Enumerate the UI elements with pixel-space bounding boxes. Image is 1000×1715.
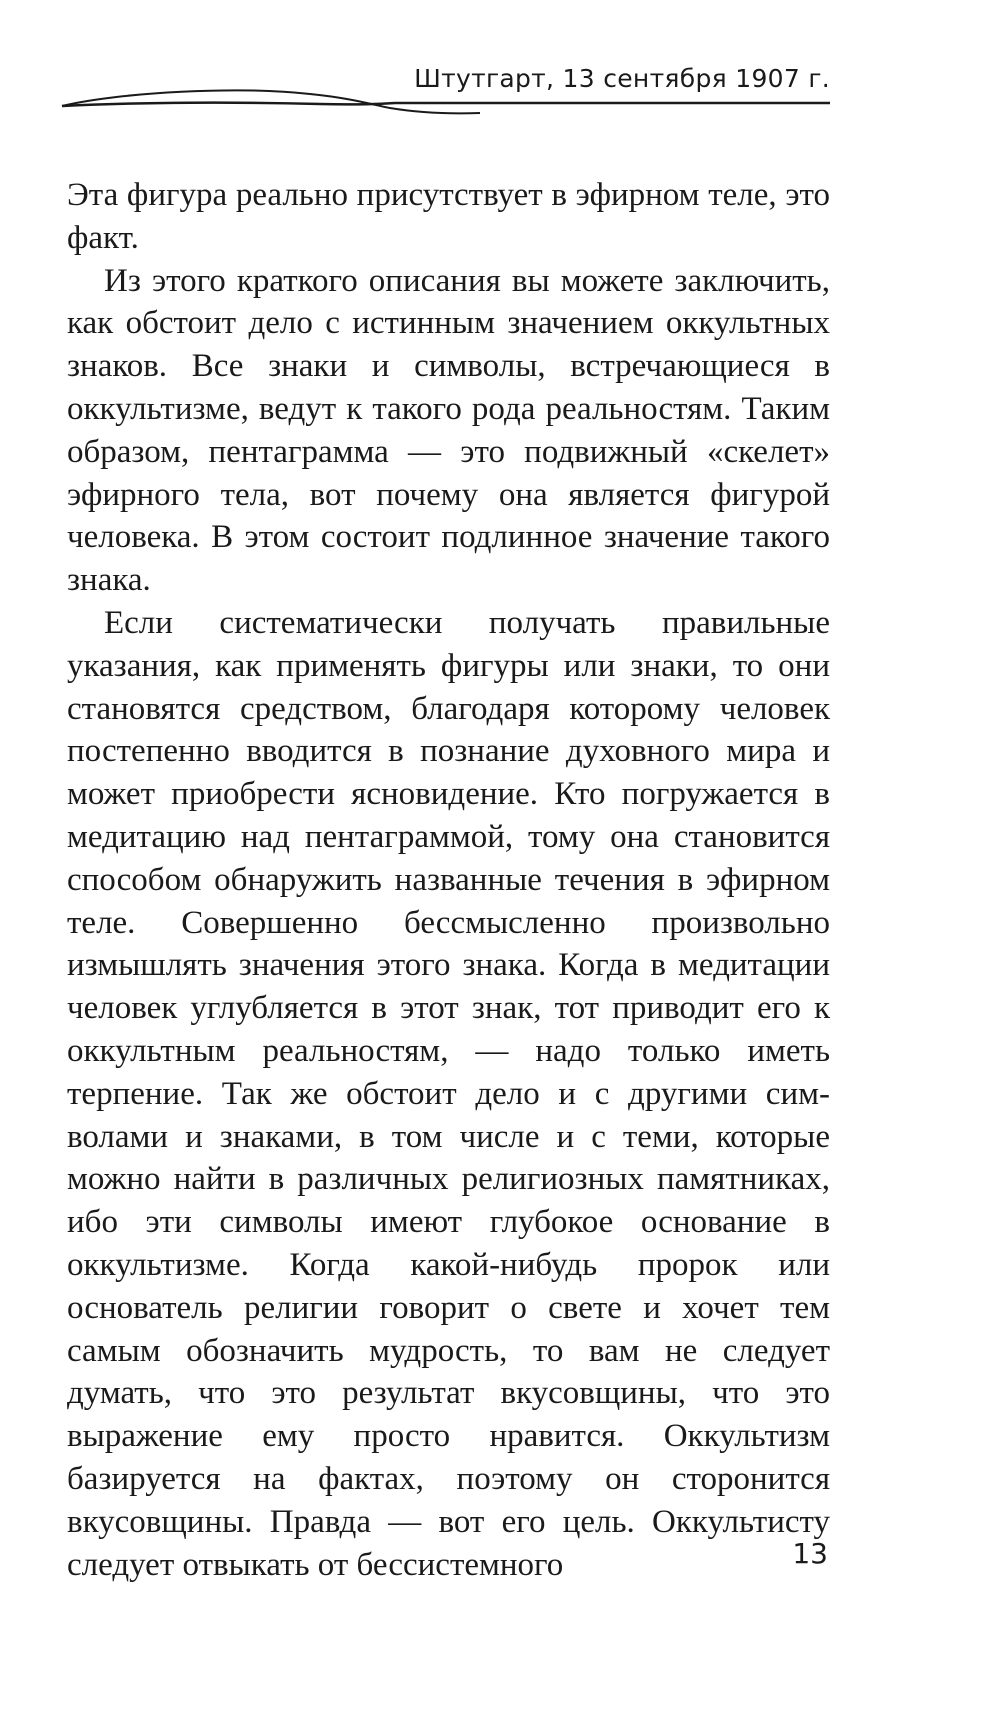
paragraph-3: Если систематически получать правильные указания, как применять фигуры или знаки, то они становятся средством, благодаря которому человек постепенно вводится в познание духовного мира и может приобрести ясновидение. Кто погружается в медитацию над пентаграммой, тому она становится способом обнаружить названные течения в эфирном теле. Совершенно бессмысленно произвольно измышлять значения этого знака. Когда в медитации человек углубляется в этот знак, тот приводит его к оккультным реальностям, — надо только иметь терпение. Так же обстоит дело и с другими символами и знаками, в том числе и с теми, которые можно найти в различных религиозных памятниках, ибо эти символы имеют глубокое основание в оккультизме. Когда какой-нибудь пророк или основатель религии говорит о свете и хочет тем самым обозначить мудрость, то вам не следует думать, что это результат вкусовщины, что это выражение ему просто нравится. Оккультизм базируется на фактах, поэтому он сторонится вкусовщины. Правда — вот его цель. Оккультисту следует отвыкать от бессистемного: [67, 604, 830, 1583]
running-head: [60, 58, 830, 118]
running-head-title: Штутгарт, 13 сентября 1907 г.: [414, 64, 830, 93]
page-number: 13: [792, 1537, 828, 1570]
body-text: [67, 174, 830, 1586]
paragraph-1: Эта фигура реально присутствует в эфирном теле, это факт.: [67, 177, 830, 256]
paragraph-2: Из этого краткого описания вы можете заключить, как обстоит дело с истинным значением оккультных знаков. Все знаки и символы, встречающиеся в оккультизме, ведут к такого рода реальностям. Таким образом, пентаграмма — это подвижный «скелет» эфирного тела, вот почему она является фигурой человека. В этом состоит подлинное значение такого знака.: [67, 262, 830, 599]
